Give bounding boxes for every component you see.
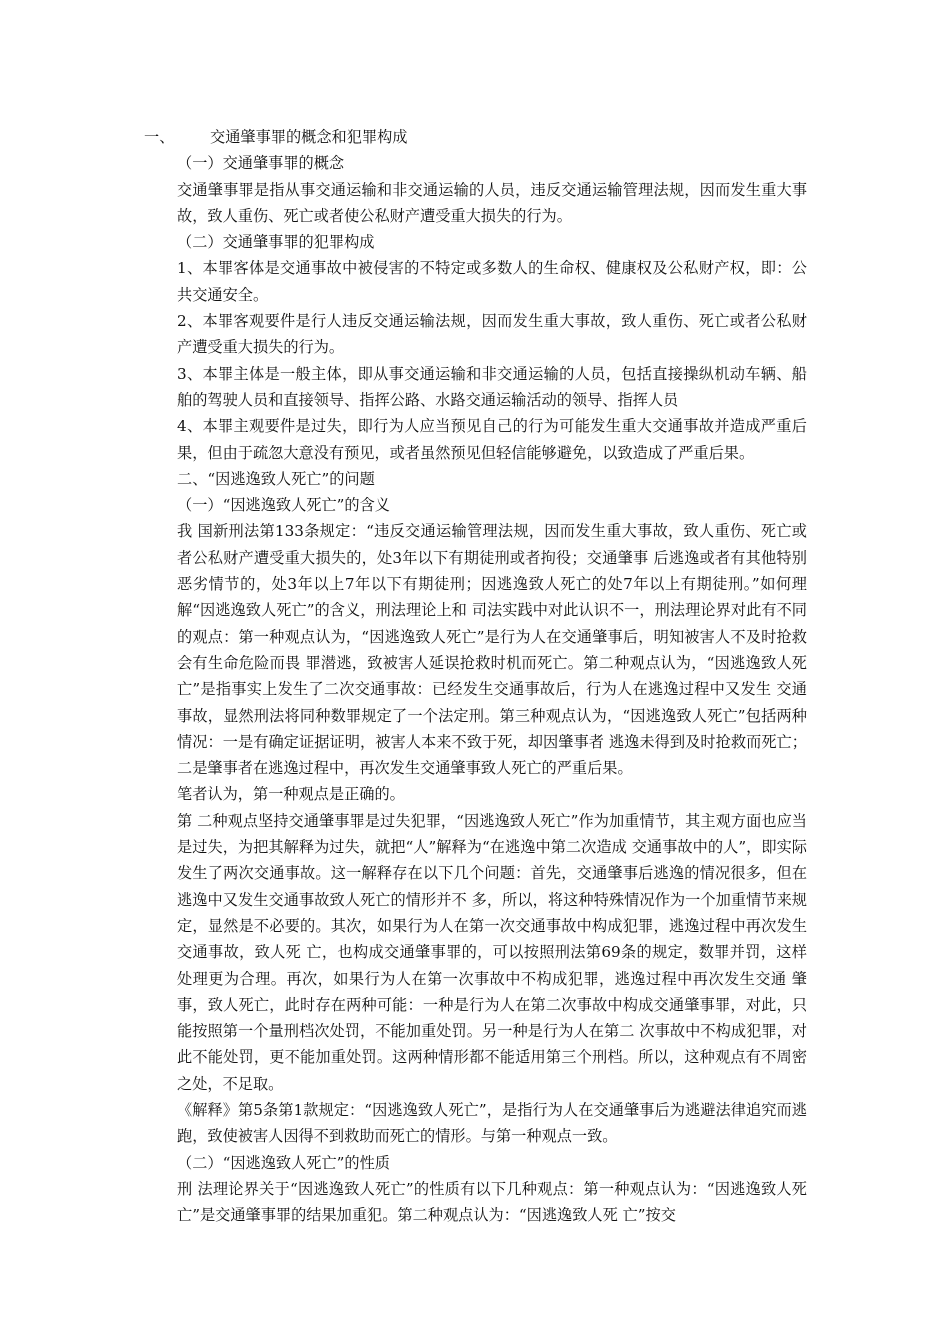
document-body	[144, 124, 807, 1228]
section2-paragraph-4: 《解释》第5条第1款规定：“因逃逸致人死亡”，是指行为人在交通肇事后为逃避法律追究而逃跑，致使被害人因得不到救助而死亡的情形。与第一种观点一致。	[177, 1100, 807, 1146]
section1-item-1: 1、本罪客体是交通事故中被侵害的不特定或多数人的生命权、健康权及公私财产权，即：公共交通安全。	[177, 259, 807, 304]
section2-paragraph-1: 我 国新刑法第133条规定：“违反交通运输管理法规，因而发生重大事故，致人重伤、死亡或者公私财产遭受重大损失的，处3年以下有期徒刑或者拘役；交通肇事 后逃逸或者有其他特别恶劣情节的，处3年以上7年以下有期徒刑；因逃逸致人死亡的处7年以上有期徒刑。”如何理解“因逃逸致人死亡”的含义，刑法理论上和 司法实践中对此认识不一，刑法理论界对此有不同的观点：第一种观点认为，“因逃逸致人死亡”是行为人在交通肇事后，明知被害人不及时抢救会有生命危险而畏 罪潜逃，致被害人延误抢救时机而死亡。第二种观点认为，“因逃逸致人死亡”是指事实上发生了二次交通事故：已经发生交通事故后，行为人在逃逸过程中又发生 交通事故，显然刑法将同种数罪规定了一个法定刑。第三种观点认为，“因逃逸致人死亡”包括两种情况：一是有确定证据证明，被害人本来不致于死，却因肇事者 逃逸未得到及时抢救而死亡；二是肇事者在逃逸过程中，再次发生交通肇事致人死亡的严重后果。	[177, 522, 807, 778]
section1-item-2: 2、本罪客观要件是行人违反交通运输法规，因而发生重大事故，致人重伤、死亡或者公私财产遭受重大损失的行为。	[177, 312, 807, 357]
section1-number: 一、	[144, 128, 175, 146]
section2-title: 二、“因逃逸致人死亡”的问题	[177, 469, 375, 488]
section2-sub2-title: （二）“因逃逸致人死亡”的性质	[177, 1153, 390, 1172]
section2-sub1-title: （一）“因逃逸致人死亡”的含义	[177, 496, 390, 515]
section1-sub1-text: 交通肇事罪是指从事交通运输和非交通运输的人员，违反交通运输管理法规，因而发生重大事故，致人重伤、死亡或者使公私财产遭受重大损失的行为。	[177, 180, 807, 225]
section1-title: 交通肇事罪的概念和犯罪构成	[210, 128, 408, 146]
section1-item-3: 3、本罪主体是一般主体，即从事交通运输和非交通运输的人员，包括直接操纵机动车辆、船舶的驾驶人员和直接领导、指挥公路、水路交通运输活动的领导、指挥人员	[177, 364, 807, 409]
section2-paragraph-2: 笔者认为，第一种观点是正确的。	[177, 785, 405, 804]
section1-sub2-title: （二）交通肇事罪的犯罪构成	[177, 233, 375, 252]
section1-sub1-title: （一）交通肇事罪的概念	[177, 154, 345, 173]
section1-heading	[144, 124, 807, 150]
section2-paragraph-3: 第 二种观点坚持交通肇事罪是过失犯罪，“因逃逸致人死亡”作为加重情节，其主观方面也应当是过失，为把其解释为过失，就把“人”解释为“在逃逸中第二次造成 交通事故中的人”，即实际发生了两次交通事故。这一解释存在以下几个问题：首先，交通肇事后逃逸的情况很多，但在逃逸中又发生交通事故致人死亡的情形并不 多，所以，将这种特殊情况作为一个加重情节来规定，显然是不必要的。其次，如果行为人在第一次交通事故中构成犯罪，逃逸过程中再次发生交通事故，致人死 亡，也构成交通肇事罪的，可以按照刑法第69条的规定，数罪并罚，这样处理更为合理。再次，如果行为人在第一次事故中不构成犯罪，逃逸过程中再次发生交通 肇事，致人死亡，此时存在两种可能：一种是行为人在第二次事故中构成交通肇事罪，对此，只能按照第一个量刑档次处罚，不能加重处罚。另一种是行为人在第二 次事故中不构成犯罪，对此不能处罚，更不能加重处罚。这两种情形都不能适用第三个刑档。所以，这种观点有不周密之处，不足取。	[177, 811, 807, 1093]
section2-paragraph-5: 刑 法理论界关于“因逃逸致人死亡”的性质有以下几种观点：第一种观点认为：“因逃逸致人死亡”是交通肇事罪的结果加重犯。第二种观点认为：“因逃逸致人死 亡”按交	[177, 1179, 807, 1225]
section1-item-4: 4、本罪主观要件是过失，即行为人应当预见自己的行为可能发生重大交通事故并造成严重后果，但由于疏忽大意没有预见，或者虽然预见但轻信能够避免，以致造成了严重后果。	[177, 417, 807, 462]
